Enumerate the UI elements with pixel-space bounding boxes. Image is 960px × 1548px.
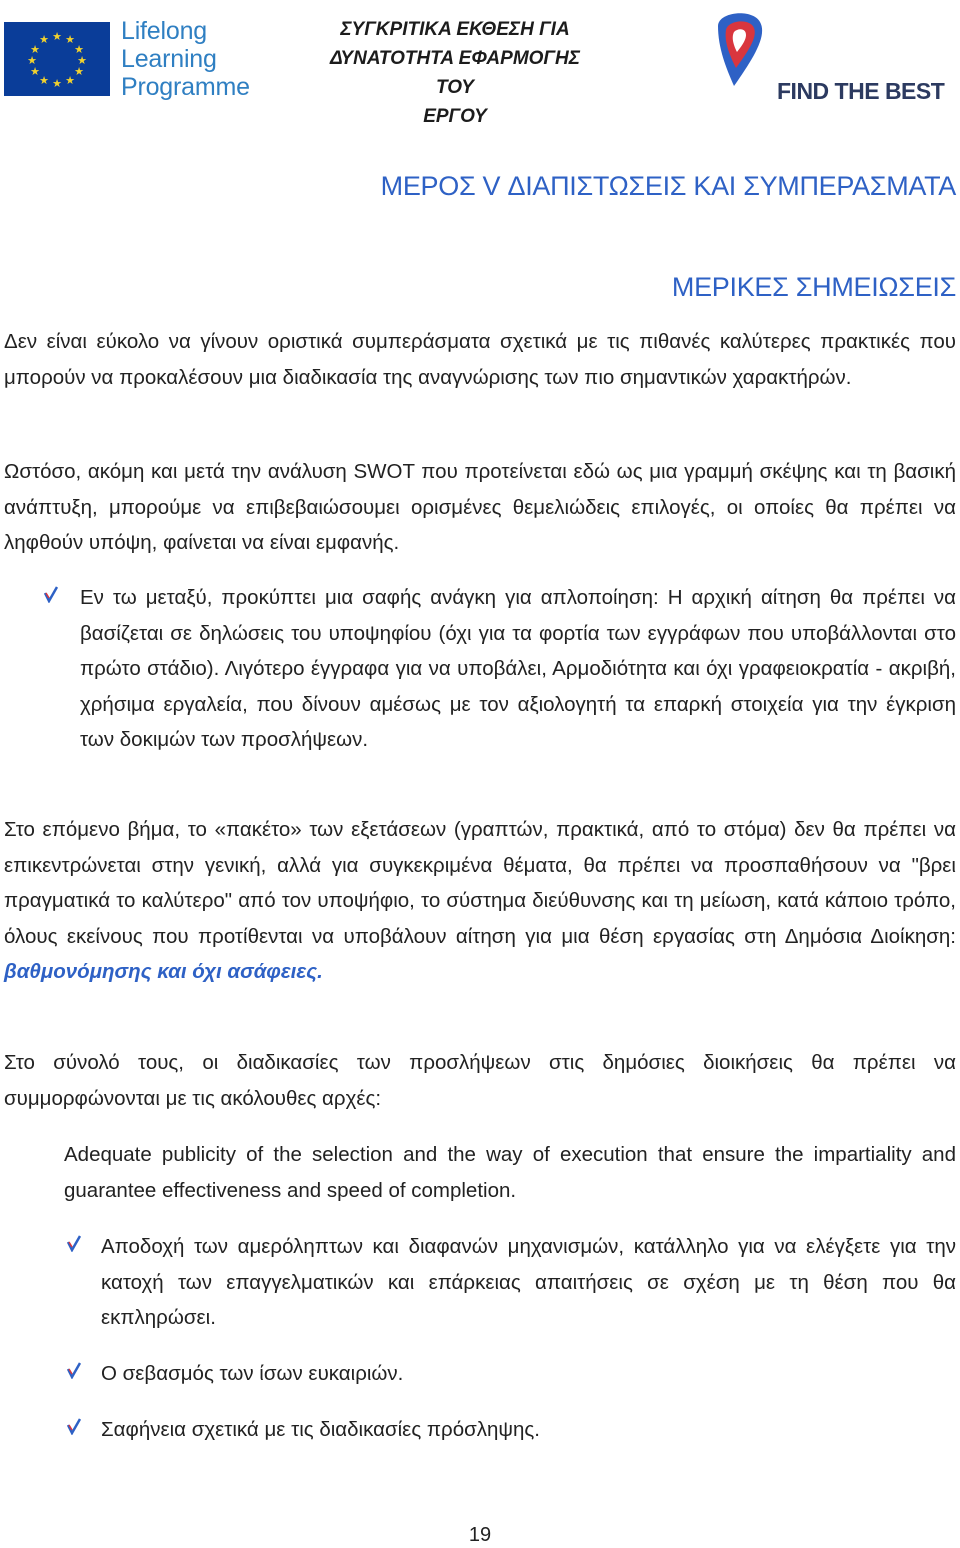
eu-flag-logo (4, 22, 110, 96)
checkmark-bullet-icon (67, 1235, 81, 1252)
checkmark-bullet-icon (67, 1362, 81, 1379)
llp-logo-line-1: Lifelong (121, 17, 207, 45)
paragraph-1: Δεν είναι εύκολο να γίνουν οριστικά συμπεράσματα σχετικά με τις πιθανές καλύτερες πρακτικές που μπορούν να προκαλέσουν μια διαδικασία της αναγνώρισης των πιο σημαντικών χαρακτήρών. (4, 330, 956, 389)
header-title-line-3: ΕΡΓΟΥ (423, 106, 487, 127)
find-the-best-text: FIND THE BEST (777, 78, 945, 104)
subsection-title: ΜΕΡΙΚΕΣ ΣΗΜΕΙΩΣΕΙΣ (671, 272, 956, 302)
header-title-line-2: ΔΥΝΑΤΟΤΗΤΑ ΕΦΑΡΜΟΓΗΣ ΤΟΥ (330, 48, 580, 98)
svg-text:★: ★ (74, 44, 84, 56)
llp-logo-line-3: Programme (121, 73, 250, 101)
principle-clarity: Σαφήνεια σχετικά με τις διαδικασίες πρόσληψης. (101, 1418, 540, 1441)
page-number: 19 (468, 1524, 492, 1546)
principle-adequate-publicity: Adequate publicity of the selection and the way of execution that ensure the impartiality and guarantee effectiveness and speed of completion. (64, 1143, 956, 1202)
paragraph-4-text: Στο επόμενο βήμα, το «πακέτο» των εξετάσεων (γραπτών, πρακτικά, από το στόμα) δεν θα πρέπει να επικεντρώνεται στην γενική, αλλά για συγκεκριμένα θέματα, θα πρέπει να προσπαθήσουν να "βρει πραγματικά το καλύτερο" από τον υποψήφιο, το σύστημα διεύθυνσης και τη μείωση, κατά κάποιο τρόπο, όλους εκείνους που προτίθενται να υποβάλουν αίτηση για μια θέση εργασίας στη Δημόσια Διοίκηση: (4, 818, 956, 948)
bullet-paragraph-simplification: Εν τω μεταξύ, προκύπτει μια σαφής ανάγκη για απλοποίηση: Η αρχική αίτηση θα πρέπει να βασίζεται σε δηλώσεις του υποψηφίου (όχι για τα φορτία των εγγράφων που υποβάλλονται στο πρώτο στάδιο). Λιγότερο έγγραφα για να υποβάλει, Αρμοδιότητα και όχι γραφειοκρατία - ακριβή, χρήσιμα εργαλεία, που δίνουν αμέσως με τον αξιολογητή τα επαρκή στοιχεία για την έγκριση των δοκιμών των προσλήψεων. (80, 586, 956, 751)
principle-equal-opportunities: Ο σεβασμός των ίσων ευκαιριών. (101, 1362, 404, 1385)
paragraph-5: Στο σύνολό τους, οι διαδικασίες των προσλήψεων στις δημόσιες διοικήσεις θα πρέπει να συμμορφώνονται με τις ακόλουθες αρχές: (4, 1051, 956, 1110)
svg-text:★: ★ (27, 55, 37, 67)
section-title: ΜΕΡΟΣ V ΔΙΑΠΙΣΤΩΣΕΙΣ ΚΑΙ ΣΥΜΠΕΡΑΣΜΑΤΑ (380, 171, 956, 201)
paragraph-2: Ωστόσο, ακόμη και μετά την ανάλυση SWOT που προτείνεται εδώ ως μια γραμμή σκέψης και τη βασική ανάπτυξη, μπορούμε να επιβεβαιώσουμει ορισμένες θεμελιώδεις επιλογές, οι οποίες θα πρέπει να ληφθούν υπόψη, φαίνεται να είναι εμφανής. (4, 460, 956, 554)
svg-text:★: ★ (65, 75, 75, 87)
svg-text:★: ★ (52, 78, 62, 90)
svg-text:★: ★ (77, 55, 87, 67)
llp-logo-line-2: Learning (121, 45, 217, 73)
svg-text:★: ★ (30, 44, 40, 56)
svg-text:★: ★ (52, 31, 62, 43)
checkmark-bullet-icon (44, 586, 58, 603)
llp-logo-text (121, 17, 250, 101)
checkmark-bullet-icon (67, 1418, 81, 1435)
svg-text:★: ★ (39, 75, 49, 87)
header-title (310, 15, 600, 131)
svg-text:★: ★ (65, 34, 75, 46)
header-title-line-1: ΣΥΓΚΡΙΤΙΚΑ ΕΚΘΕΣΗ ΓΙΑ (340, 19, 570, 40)
paragraph-4 (4, 812, 956, 990)
svg-text:★: ★ (39, 34, 49, 46)
svg-text:★: ★ (30, 66, 40, 78)
svg-text:★: ★ (74, 66, 84, 78)
paragraph-4-emphasis: βαθμονόμησης και όχι ασάφειες. (4, 960, 323, 983)
principle-impartial-mechanisms: Αποδοχή των αμερόληπτων και διαφανών μηχανισμών, κατάλληλο για να ελέγξετε για την κατοχή των επαγγελματικών και επάρκειας απαιτήσεις σε σχέση με τη θέση που θα εκπληρώσει. (101, 1235, 956, 1329)
